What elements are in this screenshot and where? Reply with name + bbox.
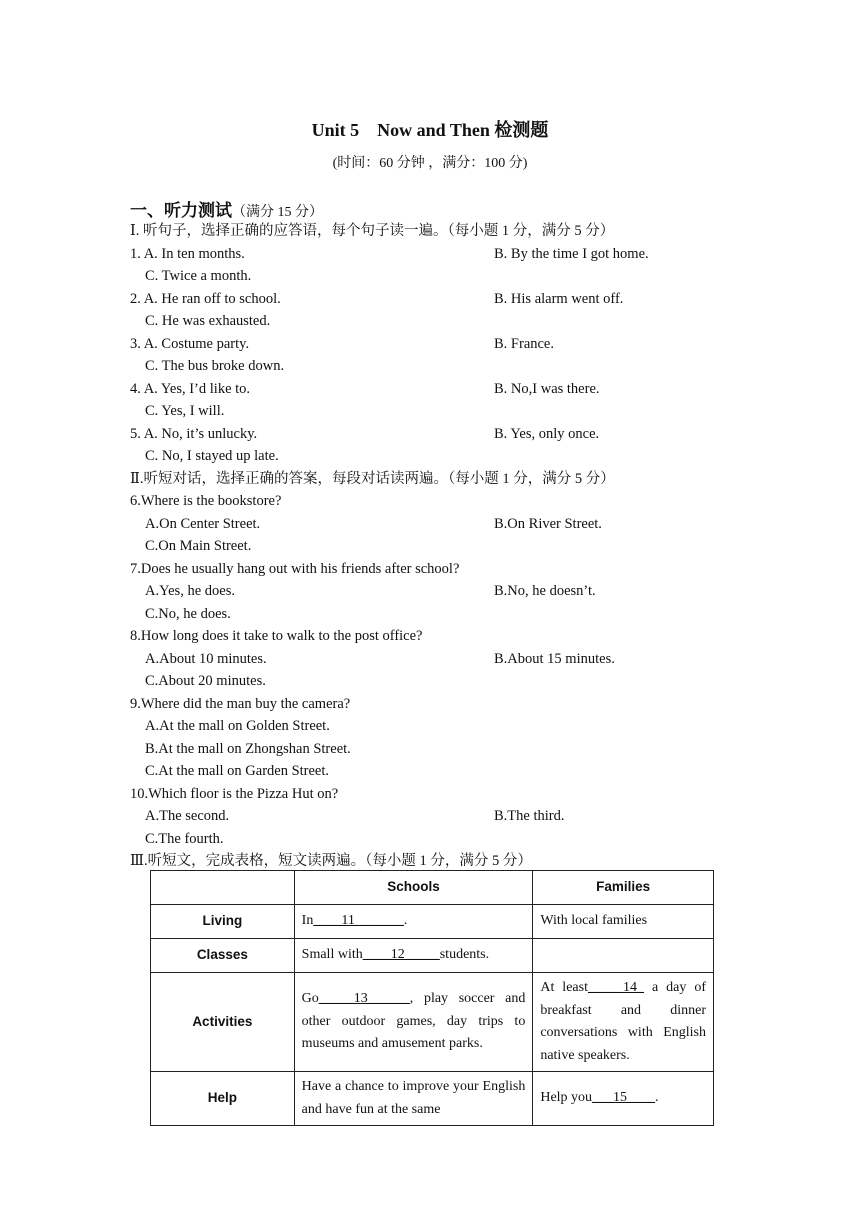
cell-schools (294, 905, 533, 939)
option-a: A.About 10 minutes. (145, 650, 267, 667)
row-label: Classes (151, 939, 295, 973)
cell-families (533, 973, 714, 1072)
cell-text: Help you (540, 1090, 593, 1106)
option-c: C. Yes, I will. (145, 403, 225, 419)
cell-families (533, 1072, 714, 1126)
option-a: A.At the mall on Golden Street. (145, 718, 330, 734)
option-c: C. The bus broke down. (145, 358, 285, 374)
question-line (130, 580, 730, 603)
column-header-schools: Schools (294, 871, 533, 905)
option-b: B.At the mall on Zhongshan Street. (145, 740, 351, 757)
cell-text: students. (439, 947, 490, 963)
option-b: B.About 15 minutes. (494, 650, 615, 667)
option-a: A.On Center Street. (145, 515, 261, 532)
option-c: C. No, I stayed up late. (145, 448, 279, 464)
question-stem: 7.Does he usually hang out with his friends after school? (130, 560, 460, 577)
cell-text: Small with (301, 947, 363, 963)
question-line (130, 513, 730, 536)
table-row (151, 973, 714, 1072)
cell-text: a day of breakfast and dinner conversations with English native speakers. (540, 980, 706, 1063)
option-b: B.No, he doesn’t. (494, 583, 596, 599)
question-line (130, 288, 730, 311)
option-c: C.At the mall on Garden Street. (145, 763, 330, 779)
cell-schools: Have a chance to improve your English and have fun at the same (294, 1072, 533, 1126)
answer-blank-15: ___15____ (592, 1090, 656, 1106)
cell-text: In (301, 913, 314, 929)
row-label: Living (151, 905, 295, 939)
cell-families (533, 939, 714, 973)
table-header-row (151, 871, 714, 905)
section-heading-text: 一、听力测试 (130, 201, 232, 220)
option-b: B. No,I was there. (494, 380, 600, 397)
cell-text: Go (301, 991, 319, 1007)
option-a: A.Yes, he does. (145, 583, 235, 599)
answer-blank-13: _____13______ (318, 991, 410, 1007)
question-stem: 9.Where did the man buy the camera? (130, 695, 351, 712)
option-b: B.On River Street. (494, 515, 602, 532)
question-line (130, 805, 730, 828)
option-c: C.The fourth. (145, 830, 224, 847)
option-a: 4. A. Yes, I’d like to. (130, 380, 251, 397)
option-b: B. By the time I got home. (494, 245, 649, 262)
table-row (151, 939, 714, 973)
question-stem: 6.Where is the bookstore? (130, 493, 282, 509)
table-row (151, 905, 714, 939)
option-a: 3. A. Costume party. (130, 335, 250, 352)
option-c: C. He was exhausted. (145, 313, 271, 329)
row-label: Activities (151, 973, 295, 1072)
option-b: B. His alarm went off. (494, 290, 624, 307)
option-a: A.The second. (145, 808, 230, 824)
option-b: B.The third. (494, 808, 565, 824)
option-a: 5. A. No, it’s unlucky. (130, 425, 258, 442)
cell-schools (294, 939, 533, 973)
table-row (151, 1072, 714, 1126)
question-stem: 8.How long does it take to walk to the post office? (130, 628, 423, 644)
answer-blank-11: ____11_______ (313, 913, 404, 929)
answer-blank-12: ____12_____ (362, 947, 440, 963)
option-c: C.About 20 minutes. (145, 673, 266, 689)
option-a: 1. A. In ten months. (130, 245, 245, 262)
cell-schools (294, 973, 533, 1072)
option-b: B. France. (494, 335, 554, 352)
part3-instruction: Ⅲ.听短文，完成表格，短文读两遍。（每小题 1 分，满分 5 分） (130, 853, 532, 869)
question-line (130, 648, 730, 671)
question-line (130, 378, 730, 401)
cell-text: . (655, 1090, 659, 1106)
answer-blank-14: _____14_ (587, 980, 644, 995)
option-c: C.No, he does. (145, 605, 231, 622)
cell-text: . (403, 913, 408, 929)
question-line (130, 423, 730, 446)
cell-text: At least (540, 980, 588, 995)
cell-text: , play soccer and other outdoor games, day trips to museums and amusement parks. (301, 991, 526, 1052)
question-line (130, 243, 730, 266)
part2-instruction: Ⅱ.听短对话，选择正确的答案，每段对话读两遍。（每小题 1 分，满分 5 分） (130, 470, 615, 487)
question-line (130, 333, 730, 356)
page-title: Unit 5 Now and Then 检测题 (311, 120, 549, 140)
listening-table (150, 870, 714, 1126)
question-content (130, 220, 730, 873)
table-corner-cell (151, 871, 295, 905)
question-stem: 10.Which floor is the Pizza Hut on? (130, 785, 339, 802)
part1-instruction: Ⅰ. 听句子，选择正确的应答语，每个句子读一遍。（每小题 1 分，满分 5 分） (130, 223, 615, 239)
column-header-families: Families (533, 871, 714, 905)
option-c: C. Twice a month. (145, 268, 252, 284)
option-a: 2. A. He ran off to school. (130, 290, 281, 307)
section-heading (130, 196, 323, 221)
option-c: C.On Main Street. (145, 538, 252, 554)
row-label: Help (151, 1072, 295, 1126)
cell-families: With local families (533, 905, 714, 939)
section-score: （满分 15 分） (232, 205, 323, 220)
option-b: B. Yes, only once. (494, 425, 600, 442)
page-subtitle: (时间：60 分钟 ，满分：100 分) (332, 156, 528, 171)
